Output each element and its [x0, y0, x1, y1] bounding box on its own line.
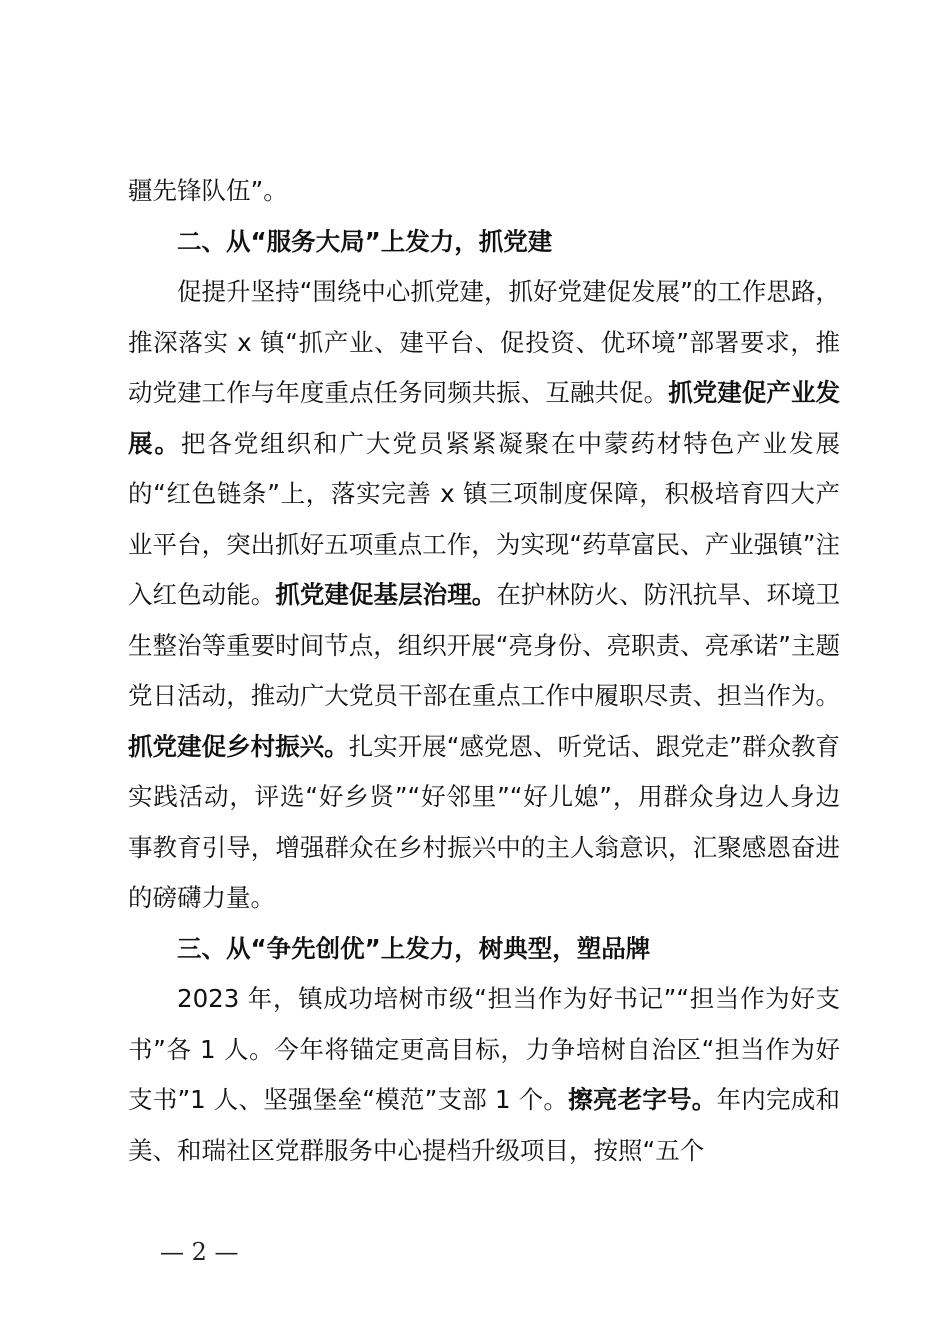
section-3-paragraph	[128, 974, 840, 1176]
section-2-paragraph	[128, 267, 840, 924]
section-2-heading: 二、从“服务大局”上发力，抓党建	[177, 226, 553, 256]
section-2-bold-governance: 抓党建促基层治理。	[275, 580, 497, 609]
section-2-text-start: 促提升坚持“围绕中心抓党建，抓好党建促发展”的工作思路，推深落实 x 镇“抓产业、建平台、促投资、优环境”部署要求，推动党建工作与年度重点任务同频共振、互融共促。	[128, 277, 840, 407]
section-2-text-industry: 把各党组织和广大党员紧紧凝聚在中蒙药材特色产业发展的“红色链条”上，落实完善 x 镇三项制度保障，积极培育四大产业平台，突出抓好五项重点工作，为实现“药草富民、产业强镇”注入红色动能。	[128, 428, 841, 609]
page-number: — 2 —	[160, 1238, 239, 1266]
section-2-text-governance: 在护林防火、防汛抗旱、环境卫生整治等重要时间节点，组织开展“亮身份、亮职责、亮承诺”主题党日活动，推动广大党员干部在重点工作中履职尽责、担当作为。	[128, 580, 841, 710]
section-2-bold-revitalization: 抓党建促乡村振兴。	[128, 731, 349, 761]
section-2-bold-industry: 抓党建促产业发展。	[128, 378, 841, 458]
section-3-bold-brand: 擦亮老字号。	[568, 1085, 717, 1114]
section-3-heading: 三、从“争先创优”上发力，树典型，塑品牌	[177, 933, 651, 963]
section-3-text-brand: 年内完成和美、和瑞社区党群服务中心提档升级项目，按照“五个	[128, 1085, 840, 1165]
section-3-text-start: 2023 年，镇成功培树市级“担当作为好书记”“担当作为好支书”各 1 人。今年将锚定更高目标，力争培树自治区“担当作为好支书”1 人、坚强堡垒“模范”支部 1 个。	[128, 984, 840, 1114]
intro-tail-paragraph: 疆先锋队伍”。	[128, 176, 288, 205]
document-body	[128, 166, 840, 1176]
section-2-text-revitalization: 扎实开展“感党恩、听党话、跟党走”群众教育实践活动，评选“好乡贤”“好邻里”“好儿媳”，用群众身边人身边事教育引导，增强群众在乡村振兴中的主人翁意识，汇聚感恩奋进的磅礴力量。	[128, 731, 841, 912]
